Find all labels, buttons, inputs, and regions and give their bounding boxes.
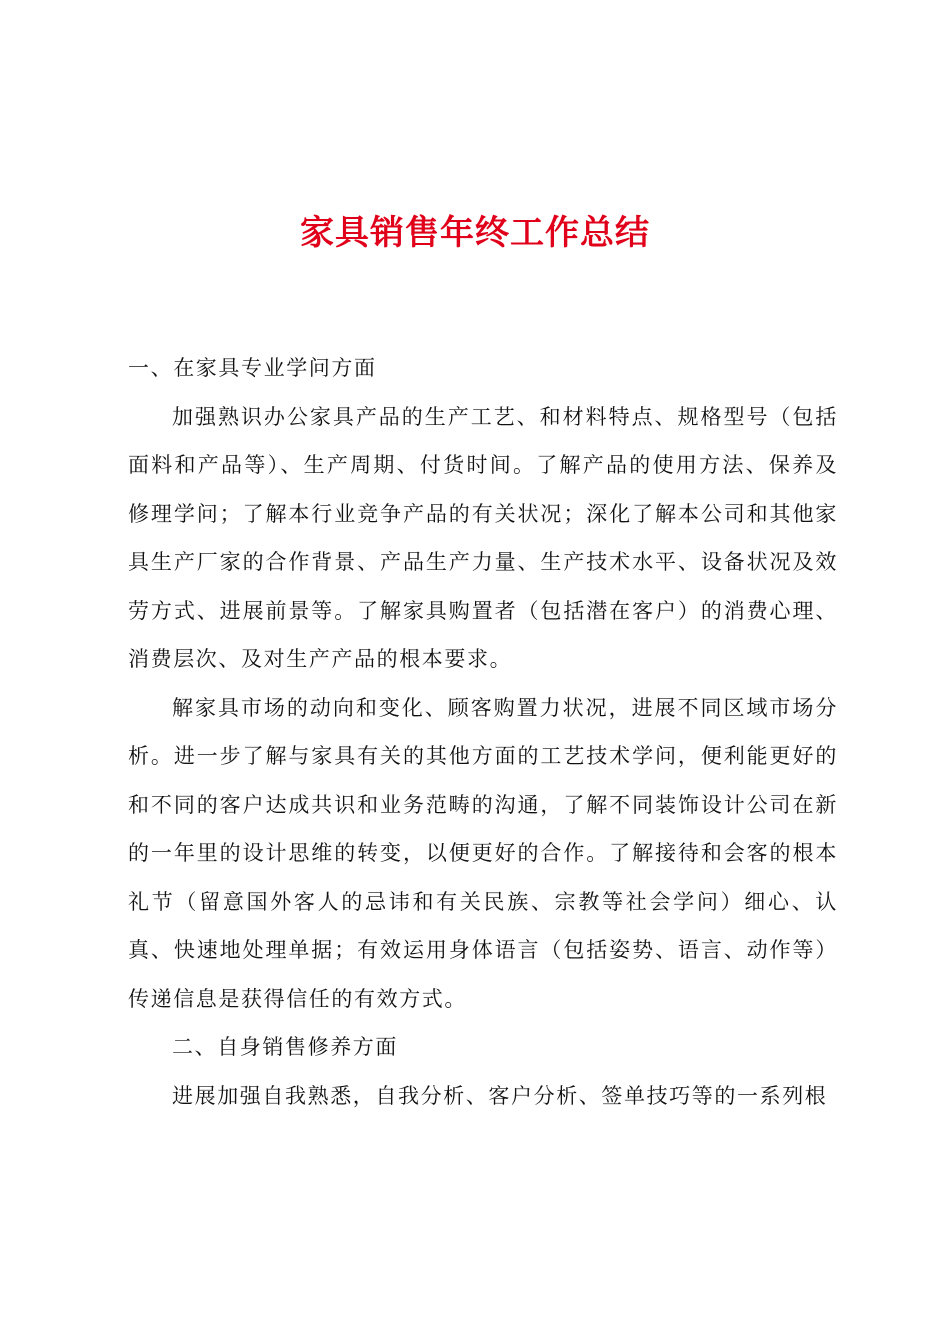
section-heading-2: 二、自身销售修养方面 — [172, 1035, 398, 1059]
document-title: 家具销售年终工作总结 — [300, 213, 650, 253]
document-body — [128, 344, 838, 1120]
section-1-paragraph-1: 加强熟识办公家具产品的生产工艺、和材料特点、规格型号（包括面料和产品等）、生产周期、付货时间。了解产品的使用方法、保养及修理学问；了解本行业竞争产品的有关状况；深化了解本公司和其他家具生产厂家的合作背景、产品生产力量、生产技术水平、设备状况及效劳方式、进展前景等。了解家具购置者（包括潜在客户）的消费心理、消费层次、及对生产产品的根本要求。 — [128, 404, 838, 671]
section-heading-1: 一、在家具专业学问方面 — [128, 356, 377, 380]
section-1-paragraph-2: 解家具市场的动向和变化、顾客购置力状况，进展不同区域市场分析。进一步了解与家具有关的其他方面的工艺技术学问，便利能更好的和不同的客户达成共识和业务范畴的沟通，了解不同装饰设计公司在新的一年里的设计思维的转变，以便更好的合作。了解接待和会客的根本礼节（留意国外客人的忌讳和有关民族、宗教等社会学问）细心、认真、快速地处理单据；有效运用身体语言（包括姿势、语言、动作等）传递信息是获得信任的有效方式。 — [128, 695, 838, 1011]
section-2-paragraph-1: 进展加强自我熟悉，自我分析、客户分析、签单技巧等的一系列根 — [172, 1083, 828, 1108]
